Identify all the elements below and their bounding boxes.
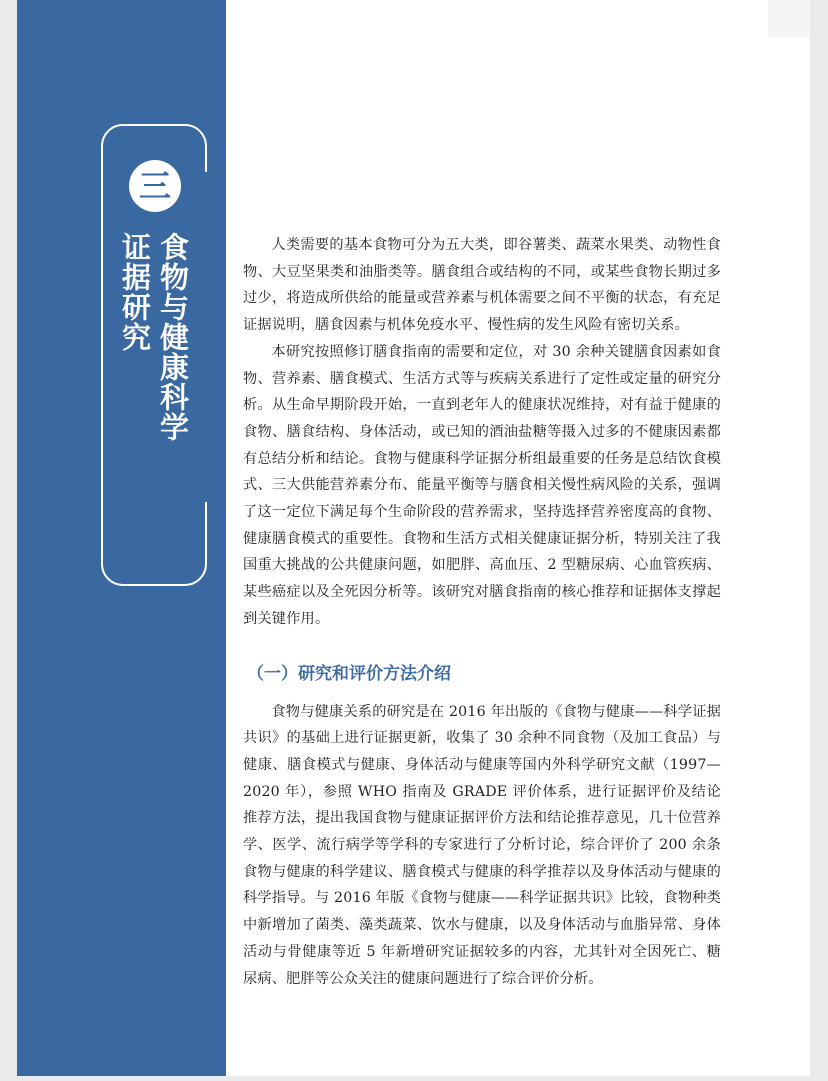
section-heading: （一）研究和评价方法介绍 (247, 663, 451, 684)
chapter-title-line2: 证据研究 (118, 232, 152, 352)
page-corner (768, 0, 810, 38)
book-page (17, 0, 810, 1076)
chapter-number-badge (129, 160, 181, 212)
chapter-frame-gap (201, 172, 213, 502)
chapter-sidebar (17, 0, 226, 1076)
main-content (243, 232, 721, 992)
chapter-title-line1: 食物与健康科学 (156, 232, 190, 442)
body-paragraph: 本研究按照修订膳食指南的需要和定位，对 30 余种关键膳食因素如食物、营养素、膳食模式、生活方式等与疾病关系进行了定性或定量的研究分析。从生命早期阶段开始，一直到老年人的健康状况维持，对有益于健康的食物、膳食结构、身体活动，或已知的酒油盐糖等摄入过多的不健康因素都有总结分析和结论。食物与健康科学证据分析组最重要的任务是总结饮食模式、三大供能营养素分布、能量平衡等与膳食相关慢性病风险的关系，强调了这一定位下满足每个生命阶段的营养需求，坚持选择营养密度高的食物、健康膳食模式的重要性。食物和生活方式相关健康证据分析，特别关注了我国重大挑战的公共健康问题，如肥胖、高血压、2 型糖尿病、心血管疾病、某些癌症以及全死因分析等。该研究对膳食指南的核心推荐和证据体支撑起到关键作用。 (243, 343, 721, 627)
section-paragraph: 食物与健康关系的研究是在 2016 年出版的《食物与健康——科学证据共识》的基础上进行证据更新，收集了 30 余种不同食物（及加工食品）与健康、膳食模式与健康、身体活动与健康等国内外科学研究文献（1997—2020 年），参照 WHO 指南及 GRADE 评价体系，进行证据评价及结论推荐方法，提出我国食物与健康证据评价方法和结论推荐意见，几十位营养学、医学、流行病学等学科的专家进行了分析讨论，综合评价了 200 余条食物与健康的科学建议、膳食模式与健康的科学推荐以及身体活动与健康的科学指导。与 2016 年版《食物与健康——科学证据共识》比较，食物种类中新增加了菌类、藻类蔬菜、饮水与健康，以及身体活动与血脂异常、身体活动与骨健康等近 5 年新增研究证据较多的内容，尤其针对全因死亡、糖尿病、肥胖等公众关注的健康问题进行了综合评价分析。 (243, 703, 721, 987)
chapter-number: 三 (138, 167, 171, 205)
body-paragraph: 人类需要的基本食物可分为五大类，即谷薯类、蔬菜水果类、动物性食物、大豆坚果类和油脂类等。膳食组合或结构的不同，或某些食物长期过多过少，将造成所供给的能量或营养素与机体需要之间不平衡的状态，有充足证据说明，膳食因素与机体免疫水平、慢性病的发生风险有密切关系。 (243, 237, 721, 334)
